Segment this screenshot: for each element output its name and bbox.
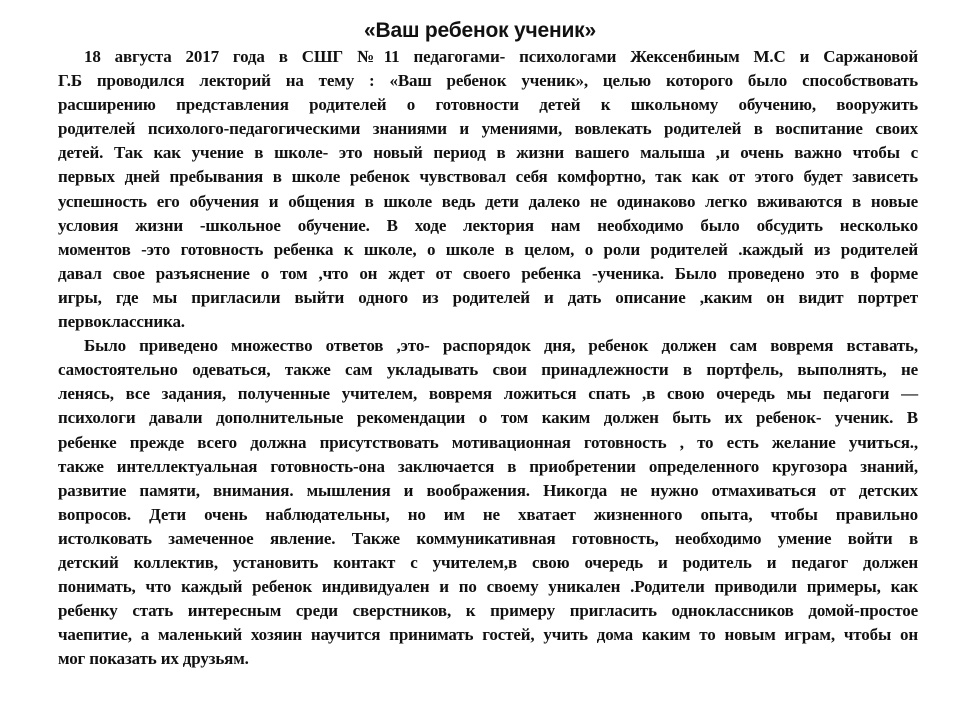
paragraph-line: развитие памяти, внимания. мышления и воображения. Никогда не нужно отмахиваться от детских <box>58 480 918 500</box>
paragraph-line: давал свое разъяснение о том ,что он ждет от своего ребенка -ученика. Было проведено это в форме <box>58 263 918 283</box>
paragraph-line: психологи давали дополнительные рекомендации о том каким должен быть их ребенок- ученик. В <box>58 408 918 428</box>
document-body <box>58 45 918 671</box>
paragraph-line: детей. Так как учение в школе- это новый период в жизни вашего малыша ,и очень важно чтобы с <box>58 143 918 163</box>
paragraph-line: условия жизни -школьное обучение. В ходе лектория нам необходимо было обсудить несколько <box>58 215 918 235</box>
paragraph-line: истолковать замеченное явление. Также коммуникативная готовность, необходимо умение войти в <box>58 528 918 548</box>
paragraph-line: вопросов. Дети очень наблюдательны, но им не хватает жизненного опыта, чтобы правильно <box>58 504 918 524</box>
paragraph-2 <box>58 334 918 671</box>
document-title: «Ваш ребенок ученик» <box>364 19 596 42</box>
paragraph-line: чаепитие, а маленький хозяин научится принимать гостей, учить дома каким то новым играм, чтобы он <box>58 625 918 645</box>
paragraph-line: понимать, что каждый ребенок индивидуален и по своему уникален .Родители приводили примеры, как <box>58 577 918 597</box>
paragraph-line: самостоятельно одеваться, также сам укладывать свои принадлежности в портфель, выполнять, не <box>58 360 918 380</box>
paragraph-line: ленясь, все задания, полученные учителем, вовремя ложиться спать ,в свою очередь мы педагоги — <box>58 384 918 404</box>
paragraph-line: также интеллектуальная готовность-она заключается в приобретении определенного кругозора знаний, <box>58 456 918 476</box>
paragraph-line: Было приведено множество ответов ,это- распорядок дня, ребенок должен сам вовремя вставать, <box>84 336 918 356</box>
paragraph-line: детский коллектив, установить контакт с учителем,в свою очередь и родитель и педагог должен <box>58 552 918 572</box>
paragraph-line: расширению представления родителей о готовности детей к школьному обучению, вооружить <box>58 95 918 115</box>
paragraph-line: ребенку стать интересным среди сверстников, к примеру пригласить одноклассников домой-простое <box>58 601 918 621</box>
paragraph-line: моментов -это готовность ребенка к школе, о школе в целом, о роли родителей .каждый из родителей <box>58 239 918 259</box>
paragraph-1 <box>58 45 918 334</box>
paragraph-line: первоклассника. <box>58 312 185 332</box>
paragraph-line: 18 августа 2017 года в СШГ №11 педагогами- психологами Жексенбиным М.С и Саржановой <box>84 47 918 66</box>
paragraph-line: игры, где мы пригласили выйти одного из родителей и дать описание ,каким он видит портрет <box>58 287 918 307</box>
paragraph-line: первых дней пребывания в школе ребенок чувствовал себя комфортно, так как от этого будет зависеть <box>58 167 918 187</box>
paragraph-line: успешность его обучения и общения в школе ведь дети далеко не одинаково легко вживаются в новые <box>58 191 918 211</box>
paragraph-line: родителей психолого-педагогическими знаниями и умениями, вовлекать родителей в воспитание своих <box>58 119 918 139</box>
paragraph-line: ребенке прежде всего должна присутствовать мотивационная готовность , то есть желание учиться., <box>58 432 918 452</box>
paragraph-line: мог показать их друзьям. <box>58 649 249 669</box>
paragraph-line: Г.Б проводился лекторий на тему : «Ваш ребенок ученик», целью которого было способствовать <box>58 71 918 91</box>
